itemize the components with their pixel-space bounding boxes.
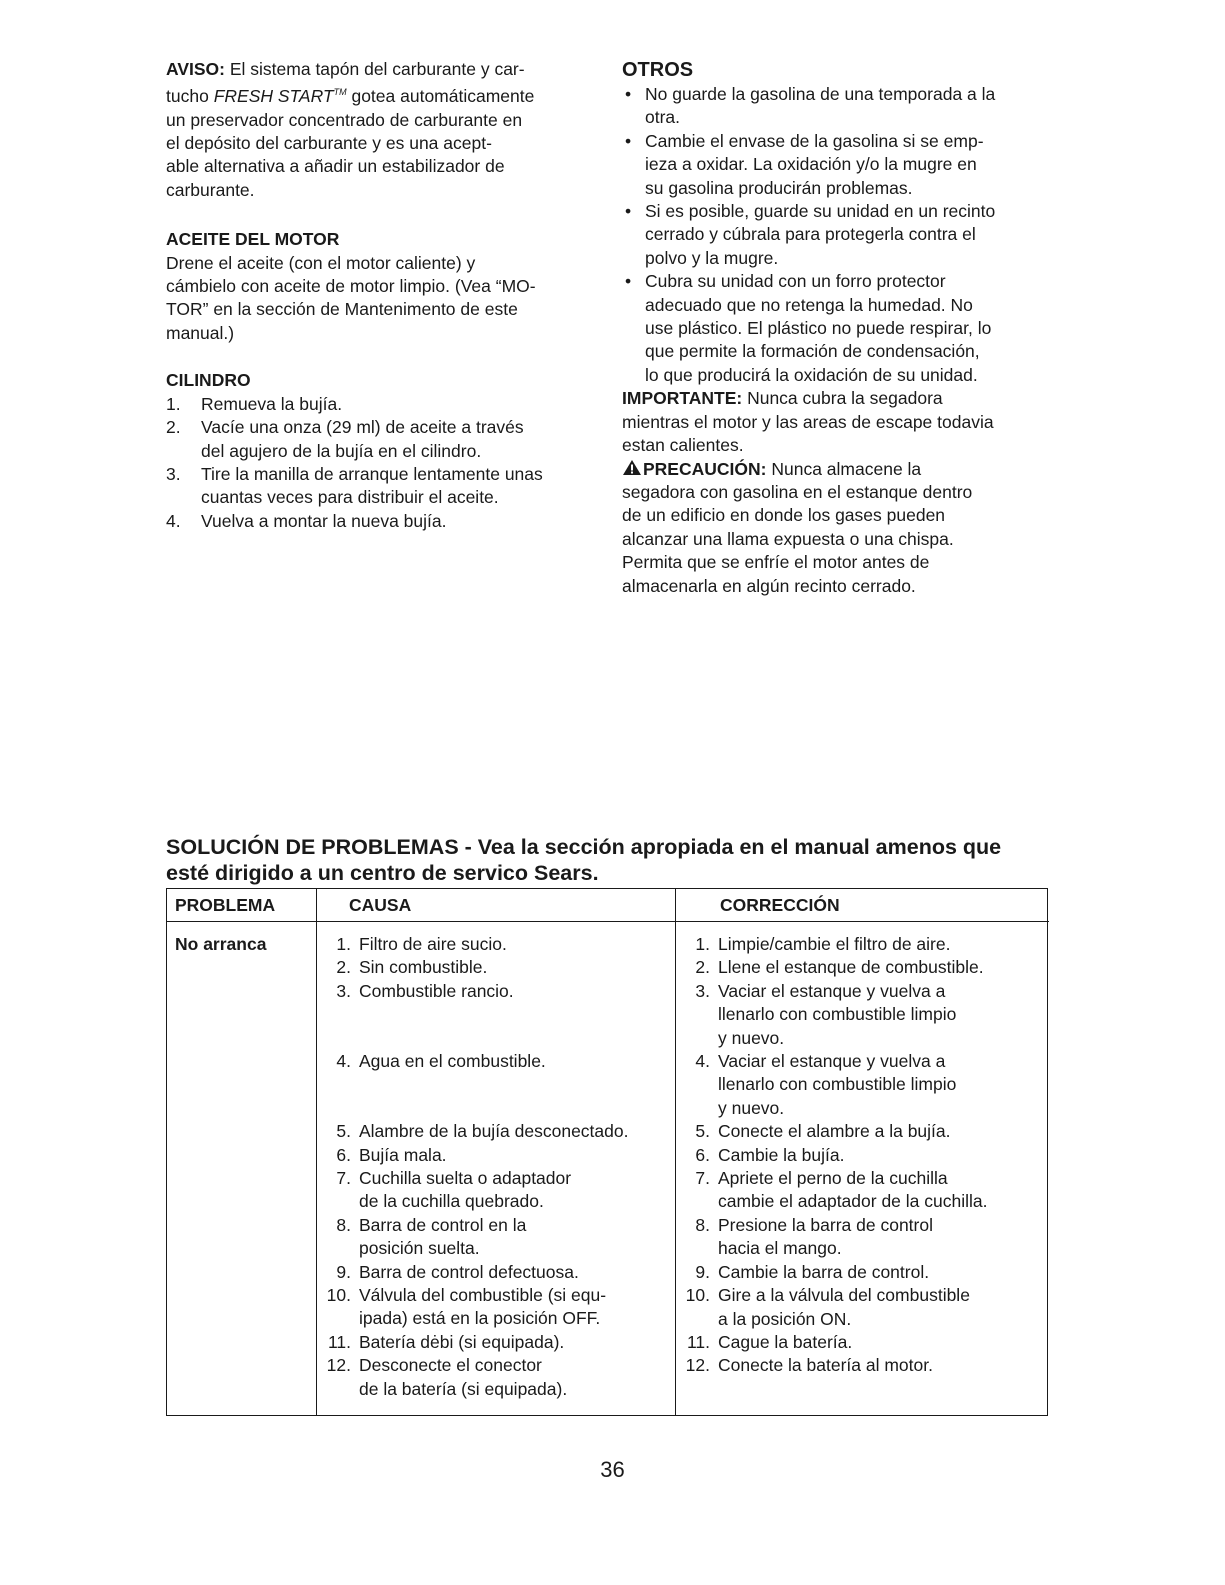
item-number: 10. [326,1285,351,1306]
bullet-text: ieza a oxidar. La oxidación y/o la mugre en [645,154,977,175]
table-header [167,889,316,922]
item-number: 5. [336,1121,351,1142]
item-number: 5. [695,1121,710,1142]
item-text: Bujía mala. [359,1144,447,1165]
precaucion-text: de un edificio en donde los gases pueden [622,505,946,526]
item-text: Combustible rancio. [359,980,514,1001]
cause-item [325,1284,673,1331]
item-text: y nuevo. [718,1097,785,1118]
item-number: 12. [326,1355,351,1376]
header-problema: PROBLEMA [175,895,276,915]
item-text: Cambie la barra de control. [718,1261,930,1282]
item-number: 4. [336,1051,351,1071]
item-text: ipada) está en la posición OFF. [359,1308,601,1329]
item-number: 9. [336,1261,351,1282]
item-text: Filtro de aire sucio. [359,934,507,954]
correction-item [684,1214,1044,1261]
spacer [325,1003,673,1026]
otros-heading: OTROS [622,59,694,81]
step-number: 4. [166,510,181,531]
item-number: 1. [336,934,351,954]
item-number: 12. [685,1355,710,1376]
item-number: 4. [695,1051,710,1072]
right-column [622,58,1042,598]
warning-triangle-icon [622,459,642,476]
aviso-text: tucho [166,86,214,107]
item-number: 8. [695,1214,710,1235]
correction-item [684,1120,1044,1143]
precaucion-text: segadora con gasolina en el estanque dentro [622,481,973,502]
item-text: llenarlo con combustible limpio [718,1074,957,1095]
cause-item [325,1167,673,1214]
correction-item [684,1354,1044,1377]
importante-paragraph [622,387,1042,457]
title-line: SOLUCIÓN DE PROBLEMAS - Vea la sección apropiada en el manual amenos que [166,835,1002,859]
item-number: 8. [336,1214,351,1235]
importante-text: mientras el motor y las areas de escape todavia [622,411,994,432]
troubleshooting-table [166,888,1048,1416]
aceite-text: Drene el aceite (con el motor caliente) y [166,252,476,273]
item-text: Batería dėbi (si equipada). [359,1331,565,1352]
cause-list [325,933,673,1401]
item-number: 9. [695,1261,710,1282]
item-number: 6. [336,1144,351,1165]
item-number: 7. [336,1168,351,1188]
correction-item [684,1144,1044,1167]
aceite-section [166,228,596,345]
correction-item [684,1167,1044,1214]
list-item [622,270,1042,387]
list-item [622,130,1042,200]
item-number: 2. [695,957,710,978]
aceite-text: manual.) [166,322,235,343]
item-text: y nuevo. [718,1027,785,1048]
spacer [325,1097,673,1120]
bullet-text: que permite la formación de condensación, [645,341,980,362]
page-number: 36 [600,1457,625,1482]
correction-item [684,1261,1044,1284]
item-number: 10. [685,1285,710,1306]
importante-text: estan calientes. [622,435,744,456]
item-text: Conecte el alambre a la bujía. [718,1121,951,1142]
correction-list [684,933,1044,1378]
item-text: Sin combustible. [359,957,488,978]
troubleshooting-title [166,834,1066,886]
cause-item [325,980,673,1003]
bullet-text: No guarde la gasolina de una temporada a la [645,84,996,104]
item-text: de la cuchilla quebrado. [359,1191,544,1212]
header-correccion: CORRECCIÓN [720,895,840,915]
item-number: 6. [695,1144,710,1165]
cause-item [325,1214,673,1261]
bullet-text: su gasolina producirán problemas. [645,177,913,198]
item-text: Válvula del combustible (si equ- [359,1285,607,1306]
spacer [325,1073,673,1096]
trademark-mark: TM [333,87,347,98]
cause-item [325,1354,673,1401]
item-text: Limpie/cambie el filtro de aire. [718,934,951,954]
aviso-text: able alternativa a añadir un estabilizador de [166,156,505,177]
step-text: cuantas veces para distribuir el aceite. [201,487,499,508]
step-text: Vacíe una onza (29 ml) de aceite a través [201,417,524,438]
step-text: Tire la manilla de arranque lentamente unas [201,463,543,484]
list-item [166,393,596,416]
cause-item [325,1261,673,1284]
aceite-text: cámbielo con aceite de motor limpio. (Vea “MO- [166,276,536,297]
bullet-text: otra. [645,107,681,128]
correction-item [684,956,1044,979]
aviso-text: El sistema tapón del carburante y car- [225,59,525,79]
item-text: hacia el mango. [718,1238,842,1259]
item-text: Barra de control en la [359,1214,527,1235]
bullet-text: Cambie el envase de la gasolina si se emp- [645,130,984,151]
aviso-text: carburante. [166,179,255,200]
bullet-icon: • [625,84,632,104]
problem-cell: No arranca [175,934,267,954]
item-text: Cague la batería. [718,1331,853,1352]
item-text: Vaciar el estanque y vuelva a [718,1051,946,1072]
item-text: llenarlo con combustible limpio [718,1004,957,1025]
aviso-label: AVISO: [166,59,225,79]
item-number: 3. [695,980,710,1001]
item-text: Llene el estanque de combustible. [718,957,984,978]
table-header [676,889,1049,922]
item-text: a la posición ON. [718,1308,852,1329]
item-text: Apriete el perno de la cuchilla [718,1168,948,1189]
item-number: 7. [695,1168,710,1189]
bullet-text: polvo y la mugre. [645,247,779,268]
item-number: 11. [686,1331,710,1352]
precaucion-paragraph [622,458,1042,598]
item-text: Desconecte el conector [359,1355,542,1376]
step-text: Remueva la bujía. [201,393,343,414]
list-item [166,463,596,510]
problem-column [167,889,317,1415]
aceite-text: TOR” en la sección de Mantenimento de este [166,299,518,320]
bullet-icon: • [625,201,632,222]
correction-item [684,1284,1044,1331]
precaucion-text: Permita que se enfríe el motor antes de [622,552,930,573]
cilindro-section [166,369,596,533]
item-text: de la batería (si equipada). [359,1378,568,1399]
item-text: Cambie la bujía. [718,1144,845,1165]
correction-column [676,889,1049,1415]
step-text: Vuelva a montar la nueva bujía. [201,510,447,531]
aviso-text: gotea automáticamente [346,86,535,107]
precaucion-text: almacenarla en algún recinto cerrado. [622,575,916,596]
item-text: posición suelta. [359,1238,480,1259]
bullet-icon: • [625,271,632,292]
bullet-text: adecuado que no retenga la humedad. No [645,294,973,315]
list-item [166,416,596,463]
correction-item [684,980,1044,1050]
bullet-text: Si es posible, guarde su unidad en un recinto [645,201,996,222]
cause-column [317,889,676,1415]
item-text: Cuchilla suelta o adaptador [359,1168,572,1188]
step-number: 3. [166,463,181,484]
item-text: Presione la barra de control [718,1214,933,1235]
bullet-text: lo que producirá la oxidación de su unidad. [645,364,978,385]
list-item [622,83,1042,130]
item-number: 11. [327,1331,351,1352]
item-text: Gire a la válvula del combustible [718,1285,970,1306]
item-number: 3. [336,980,351,1001]
list-item [622,200,1042,270]
bullet-icon: • [625,130,632,151]
list-item [166,510,596,533]
item-text: Agua en el combustible. [359,1051,546,1071]
cause-item [325,1120,673,1143]
item-text: cambie el adaptador de la cuchilla. [718,1191,988,1212]
importante-text: Nunca cubra la segadora [742,388,943,409]
bullet-text: Cubra su unidad con un forro protector [645,271,946,292]
correction-item [684,1050,1044,1120]
table-header [317,889,675,922]
step-number: 1. [166,393,181,414]
title-line: esté dirigido a un centro de servico Sears. [166,861,599,885]
importante-label: IMPORTANTE: [622,388,743,409]
item-text: Alambre de la bujía desconectado. [359,1121,629,1142]
cause-item [325,956,673,979]
cause-item [325,1331,673,1354]
left-column [166,58,596,533]
step-number: 2. [166,417,181,438]
item-number: 1. [695,934,710,954]
correction-item [684,1331,1044,1354]
cause-item [325,1144,673,1167]
cause-item [325,1050,673,1073]
correction-item [684,933,1044,956]
spacer [325,1027,673,1050]
cause-item [325,933,673,956]
bullet-text: use plástico. El plástico no puede respirar, lo [645,318,992,339]
precaucion-text: alcanzar una llama expuesta o una chispa. [622,528,954,549]
bullet-text: cerrado y cúbrala para protegerla contra el [645,224,976,245]
aceite-heading: ACEITE DEL MOTOR [166,229,340,250]
cilindro-heading: CILINDRO [166,370,251,391]
precaucion-label: PRECAUCIÓN: [643,458,767,479]
aviso-text: el depósito del carburante y es una acept- [166,133,492,154]
item-text: Conecte la batería al motor. [718,1355,933,1376]
item-text: Vaciar el estanque y vuelva a [718,980,946,1001]
header-causa: CAUSA [349,895,412,915]
aviso-text: un preservador concentrado de carburante en [166,109,523,130]
aviso-paragraph [166,58,596,202]
otros-list [622,83,1042,387]
item-text: Barra de control defectuosa. [359,1261,579,1282]
step-text: del agujero de la bujía en el cilindro. [201,440,482,461]
item-number: 2. [336,957,351,978]
precaucion-text: Nunca almacene la [766,458,922,479]
brand-name: FRESH START [213,86,334,107]
